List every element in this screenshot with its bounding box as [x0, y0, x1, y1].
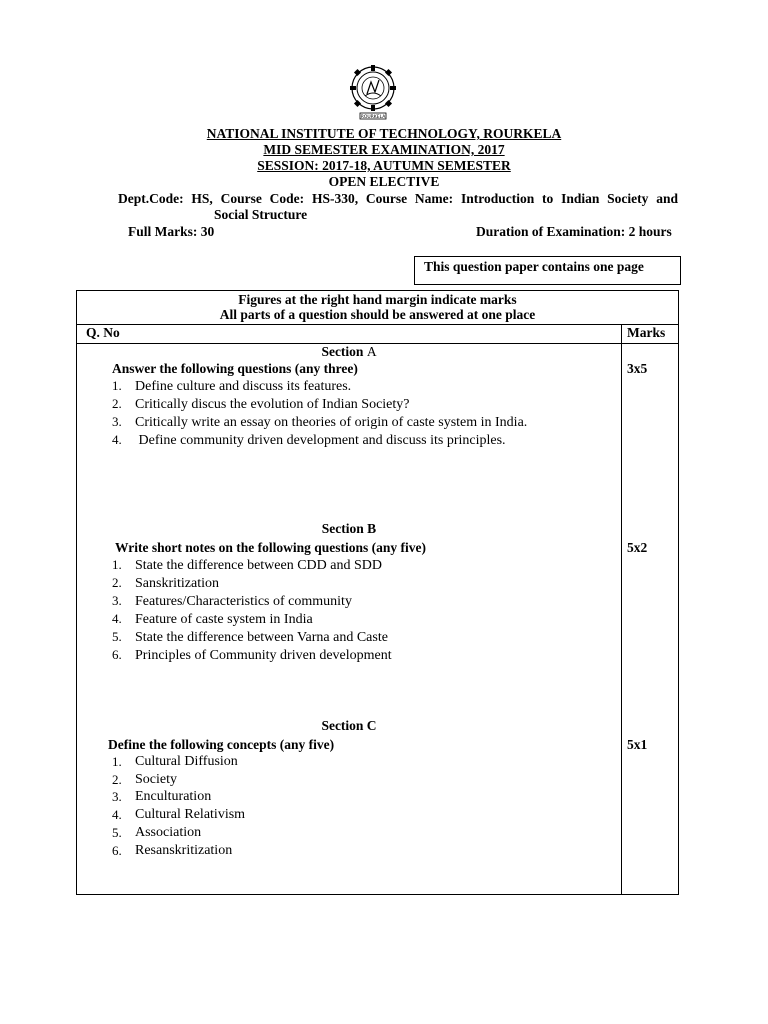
course-line-1: Dept.Code: HS, Course Code: HS-330, Course Name: Introduction to Indian Society and	[118, 191, 678, 206]
question-text: Critically discus the evolution of Indian Society?	[135, 397, 410, 412]
question-text: Features/Characteristics of community	[135, 594, 352, 609]
concept-text: Cultural Diffusion	[135, 754, 238, 769]
item-number: 4.	[112, 611, 122, 626]
instruction-line-1: Figures at the right hand margin indicate marks	[238, 292, 517, 307]
concept-text: Cultural Relativism	[135, 807, 246, 822]
question-text: Principles of Community driven development	[135, 648, 392, 663]
item-number: 1.	[112, 557, 122, 572]
item-number: 3.	[112, 593, 122, 608]
item-number: 1.	[112, 754, 122, 769]
question-text: Define community driven development and discuss its principles.	[135, 433, 506, 448]
institute-logo	[349, 64, 397, 120]
exam-duration: Duration of Examination: 2 hours	[476, 224, 672, 239]
marks-header: Marks	[627, 325, 666, 340]
question-text: Feature of caste system in India	[135, 612, 313, 627]
item-number: 1.	[112, 378, 122, 393]
question-text: Critically write an essay on theories of origin of caste system in India.	[135, 415, 528, 430]
concept-text: Resanskritization	[135, 843, 233, 858]
question-text: Define culture and discuss its features.	[135, 379, 352, 394]
question-table	[76, 290, 679, 895]
exam-title: MID SEMESTER EXAMINATION, 2017	[263, 142, 505, 157]
instruction-line-2: All parts of a question should be answered at one place	[219, 307, 536, 322]
page-note-box	[414, 256, 681, 285]
question-text: Sanskritization	[135, 576, 219, 591]
question-text: State the difference between Varna and Caste	[135, 630, 388, 645]
svg-text:ROURKELA: ROURKELA	[360, 115, 386, 120]
section-c-title: Section C	[321, 718, 377, 733]
item-number: 4.	[112, 807, 122, 822]
section-c-instruction: Define the following concepts (any five)	[108, 737, 335, 752]
question-text: State the difference between CDD and SDD	[135, 558, 382, 573]
item-number: 3.	[112, 414, 122, 429]
elective-label: OPEN ELECTIVE	[328, 174, 440, 189]
page-note: This question paper contains one page	[424, 259, 644, 274]
item-number: 6.	[112, 843, 122, 858]
section-c-marks: 5x1	[627, 737, 648, 752]
section-b-instruction: Write short notes on the following questions (any five)	[115, 540, 427, 555]
item-number: 2.	[112, 772, 122, 787]
session-title: SESSION: 2017-18, AUTUMN SEMESTER	[257, 158, 511, 173]
section-a-title: Section A	[321, 344, 377, 359]
concept-text: Society	[135, 772, 177, 787]
item-number: 6.	[112, 647, 122, 662]
full-marks: Full Marks: 30	[128, 224, 215, 239]
item-number: 5.	[112, 629, 122, 644]
item-number: 4.	[112, 432, 122, 447]
qno-header: Q. No	[86, 325, 120, 340]
section-b-marks: 5x2	[627, 540, 648, 555]
item-number: 5.	[112, 825, 122, 840]
divider	[77, 324, 678, 325]
item-number: 2.	[112, 575, 122, 590]
item-number: 3.	[112, 789, 122, 804]
column-divider	[621, 324, 622, 894]
section-a-instruction: Answer the following questions (any three)	[112, 361, 358, 376]
course-line-2: Social Structure	[214, 207, 308, 222]
item-number: 2.	[112, 396, 122, 411]
concept-text: Enculturation	[135, 789, 212, 804]
concept-text: Association	[135, 825, 202, 840]
institute-name: NATIONAL INSTITUTE OF TECHNOLOGY, ROURKELA	[206, 126, 562, 141]
section-a-marks: 3x5	[627, 361, 648, 376]
section-b-title: Section B	[321, 521, 377, 536]
